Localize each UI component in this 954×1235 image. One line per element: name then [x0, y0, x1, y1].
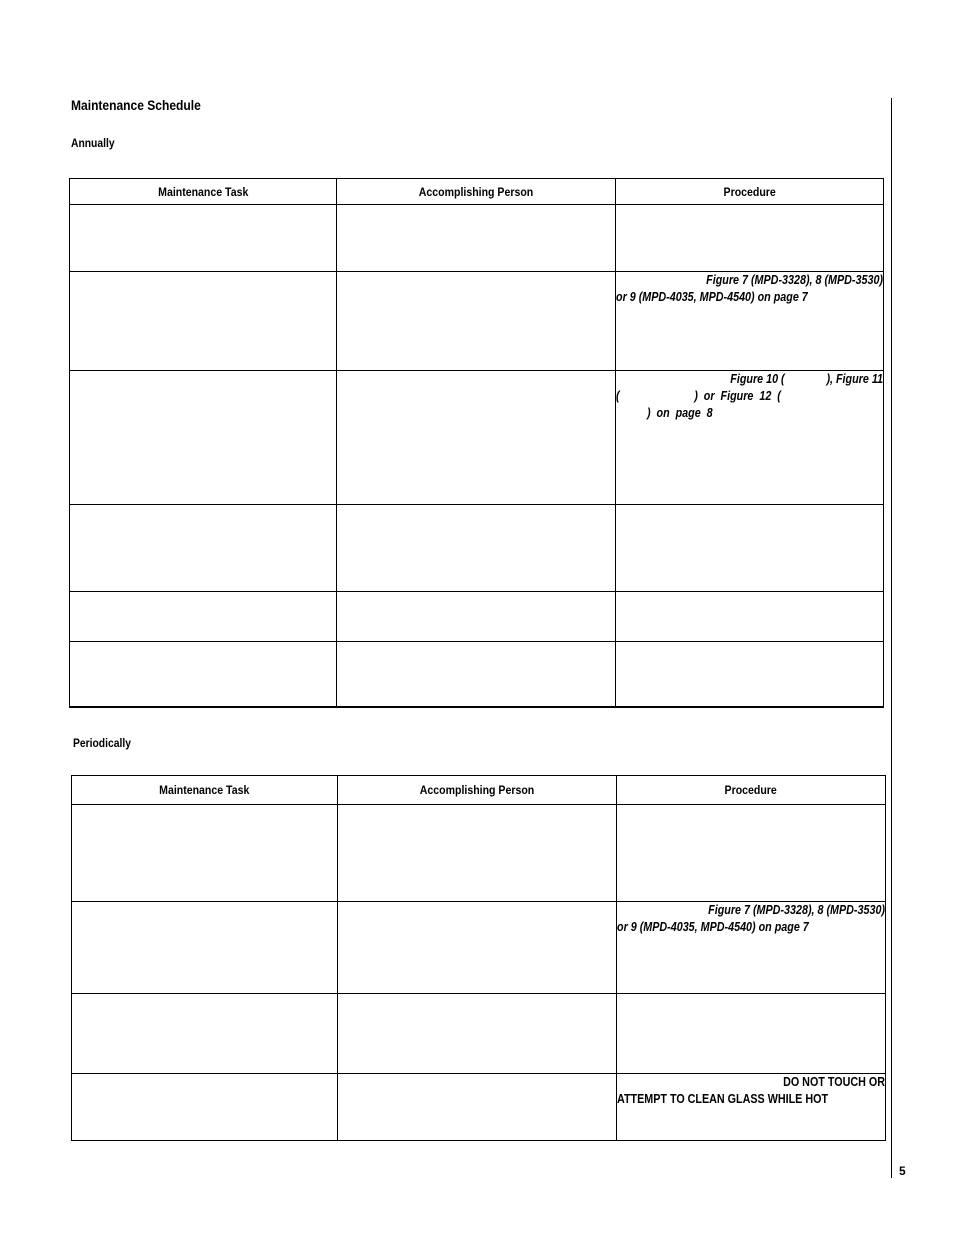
table-row: [72, 1074, 886, 1141]
procedure-cell: [616, 205, 884, 272]
table-row: [70, 272, 884, 371]
warning-text: DO NOT TOUCH OR: [783, 1075, 885, 1089]
task-cell: [70, 642, 337, 707]
table-row: [70, 371, 884, 505]
page-number: 5: [899, 1164, 906, 1178]
periodic-schedule-table: [71, 775, 886, 1141]
table-row: [70, 205, 884, 272]
task-cell: [70, 592, 337, 642]
person-cell: [337, 642, 616, 707]
procedure-text: Figure 10 ( ), Figure 11: [730, 372, 883, 386]
person-cell: [337, 592, 616, 642]
annual-schedule-table: [69, 178, 884, 708]
task-cell: [72, 994, 338, 1074]
table-header-row: [70, 179, 884, 205]
column-header-person: Accomplishing Person: [337, 179, 616, 205]
procedure-cell: [617, 902, 886, 994]
table-header-row: [72, 776, 886, 805]
table-row: [70, 592, 884, 642]
procedure-text: Figure 7 (MPD-3328), 8 (MPD-3530): [708, 903, 885, 917]
column-header-task: Maintenance Task: [70, 179, 337, 205]
procedure-cell: [616, 371, 884, 505]
table-row: [70, 505, 884, 592]
column-header-procedure: Procedure: [617, 776, 886, 805]
procedure-text: ) on page 8: [646, 406, 713, 420]
task-cell: [72, 902, 338, 994]
procedure-cell: [616, 642, 884, 707]
procedure-text: or 9 (MPD-4035, MPD-4540) on page 7: [617, 920, 809, 934]
person-cell: [338, 902, 617, 994]
page-title: Maintenance Schedule: [71, 97, 201, 113]
task-cell: [72, 805, 338, 902]
table-row: [72, 994, 886, 1074]
procedure-cell: [617, 805, 886, 902]
procedure-cell: [616, 592, 884, 642]
task-cell: [72, 1074, 338, 1141]
procedure-cell: [617, 1074, 886, 1141]
task-cell: [70, 272, 337, 371]
table-row: [72, 805, 886, 902]
person-cell: [337, 272, 616, 371]
procedure-text: Figure 7 (MPD-3328), 8 (MPD-3530): [706, 273, 883, 287]
periodic-heading: Periodically: [73, 736, 131, 750]
task-cell: [70, 205, 337, 272]
procedure-cell: [616, 505, 884, 592]
column-header-person: Accomplishing Person: [338, 776, 617, 805]
person-cell: [337, 205, 616, 272]
person-cell: [338, 1074, 617, 1141]
warning-text: ATTEMPT TO CLEAN GLASS WHILE HOT: [617, 1092, 829, 1106]
table-row: [70, 642, 884, 707]
column-header-procedure: Procedure: [616, 179, 884, 205]
column-header-task: Maintenance Task: [72, 776, 338, 805]
procedure-cell: [616, 272, 884, 371]
procedure-cell: [617, 994, 886, 1074]
person-cell: [338, 805, 617, 902]
annual-heading: Annually: [71, 136, 115, 150]
task-cell: [70, 371, 337, 505]
table-row: [72, 902, 886, 994]
person-cell: [338, 994, 617, 1074]
margin-rule: [891, 98, 892, 1178]
task-cell: [70, 505, 337, 592]
procedure-text: ( ) or Figure 12 (: [616, 389, 781, 403]
person-cell: [337, 505, 616, 592]
procedure-text: or 9 (MPD-4035, MPD-4540) on page 7: [616, 290, 808, 304]
person-cell: [337, 371, 616, 505]
